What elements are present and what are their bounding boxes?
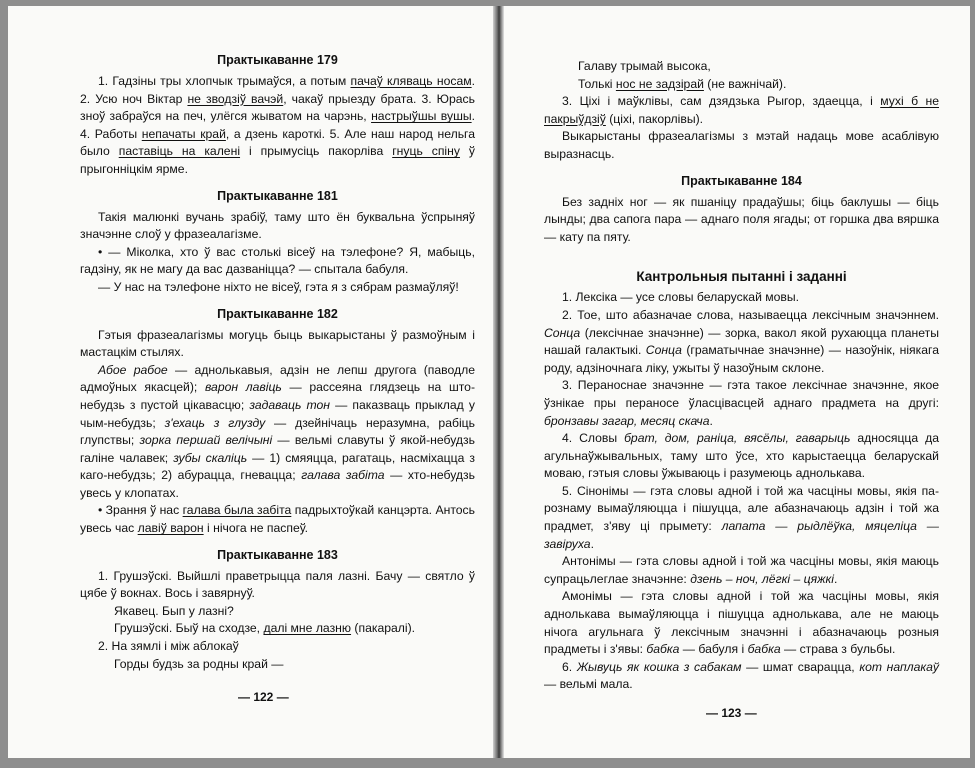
page-number-right: — 123 — xyxy=(706,706,757,720)
text-183-a: 1. Грушэўскі. Выйшлі праветрыцца паля лазні. Бачу — святло ў цябе ў вокнах. Вось і завярнуў. xyxy=(80,568,475,601)
answer-1: 1. Лексіка — усе словы беларускай мовы. xyxy=(562,290,800,305)
text-179: 1. Гадзіны тры хлопчык трымаўся, а потым пачаў кляваць носам. 2. Усю ноч Віктар не зводзіў вачэй, чакаў прыезду брата. 3. Юрась зноў забраўся на печ, улёгся жыватом на чарэнь, настрыўшы вушы. 4. Работы непачаты край, а дзень кароткі. 5. Але наш народ нельга было паставіць на калені і прымусіць пакорліва гнуць спіну ў прыгонніцкім ярме. xyxy=(80,74,476,176)
text-184: Без задніх ног — як пшаніцу прадаўшы; біць баклушы — біць лынды; два сапога пара — аднаго поля ягады; от горшка два вяршка — кату па пяту. xyxy=(544,194,939,244)
heading-179: Практыкаванне 179 xyxy=(217,53,338,67)
answer-3: 3. Пераноснае значэнне — гэта такое лексічнае значэнне, якое ўзнікае пры пераносе ўласцівасцей аднаго прадмета на другі: бронзавы загар, месяц скача. xyxy=(544,378,939,428)
text-181-a: Такія малюнкі вучань зрабіў, таму што ён буквальна ўспрыняў значэнне слоў у фразеалагізме. xyxy=(80,209,475,242)
answer-6: 6. Жывуць як кошка з сабакам — шмат сварацца, кот наплакаў — вельмі мала. xyxy=(544,659,940,692)
left-page xyxy=(8,6,495,758)
page-number-left: — 122 — xyxy=(238,690,289,704)
right-page xyxy=(502,6,970,758)
text-182-a: Гэтыя фразеалагізмы могуць быць выкарыстаны ў размоўным і мастацкім стылях. xyxy=(80,327,475,360)
answer-5: 5. Сінонімы — гэта словы адной і той жа часціны мовы, якія па-рознаму вымаўляюцца і пішуцца, але абазначаюць адзін і той жа прадмет, з'яву ці прымету: лапата — рыдлёўка, мяцеліца — завіруха. xyxy=(544,483,939,551)
heading-control-questions: Кантрольныя пытанні і заданні xyxy=(636,269,847,285)
text-183-e: Горды будзь за родны край — xyxy=(114,656,284,671)
text-181-c: — У нас на тэлефоне ніхто не вісеў, гэта я з сябрам размаўляў! xyxy=(98,279,459,294)
text-183-b: Якавец. Бып у лазні? xyxy=(114,603,234,618)
answer-2: 2. Тое, што абазначае слова, называецца лексічным значэннем. Сонца (лексічнае значэнне) — зорка, вакол якой рухаюцца планеты нашай галактыкі. Сонца (граматычнае значэнне) — назоўнік, ніякага роду, адзіночнага ліку, ужыты ў назоўным склоне. xyxy=(544,307,939,375)
left-page-content xyxy=(80,52,475,673)
poem-line-1: Галаву трымай высока, xyxy=(578,59,711,73)
text-183-d: 2. На зямлі і між аблокаў xyxy=(98,639,239,654)
answer-5-antonyms: Антонімы — гэта словы адной і той жа часціны мовы, якія маюць супрацьлеглае значэнне: дзень – ноч, лёгкі – цяжкі. xyxy=(544,554,939,586)
heading-184: Практыкаванне 184 xyxy=(681,173,802,188)
book-spread xyxy=(8,6,970,758)
text-183-g: Выкарыстаны фразеалагізмы з мэтай надаць мове асаблівую выразнасць. xyxy=(544,129,939,161)
answer-4: 4. Словы брат, дом, раніца, вясёлы, гаварыць адносяцца да агульнаўжывальных, таму што ўсе, хто карыстаецца беларускай моваю, гэтыя словы ўжываюць і разумеюць аднолькава. xyxy=(544,431,939,481)
heading-181: Практыкаванне 181 xyxy=(217,188,338,203)
text-183-c: Грушэўскі. Быў на сходзе, далі мне лазню (пакаралі). xyxy=(114,621,416,636)
heading-182: Практыкаванне 182 xyxy=(217,306,338,321)
text-182-b: Абое рабое — аднолькавыя, адзін не лепш другога (паводле адмоўных якасцей); варон лавіць — рассеяна глядзець на што-небудзь з пустой цікавасцю; задаваць тон — паказваць прыклад у чым-небудзь; з'ехаць з глузду — дзейнічаць неразумна, рабіць глупствы; зорка першай велічыні — вельмі славуты ў якой-небудзь галіне чалавек; зубы скаліць — 1) смяяцца, рагатаць, насміхацца з каго-небудзь; 2) абурацца, гневацца; галава забіта — хто-небудзь увесь у клопатах. xyxy=(80,362,476,500)
text-182-c: • Зрання ў нас галава была забіта падрыхтоўкай канцэрта. Антось увесь час лавіў варон і нічога не паспеў. xyxy=(80,503,475,536)
right-page-content xyxy=(544,58,939,694)
poem-line-2: Толькі нос не задзірай (не важнічай). xyxy=(578,76,787,91)
text-181-b: • — Міколка, хто ў вас столькі вісеў на тэлефоне? Я, мабыць, гадзіну, як не магу да вас дазваніцца? — спытала бабуля. xyxy=(80,244,475,277)
heading-183: Практыкаванне 183 xyxy=(217,547,338,562)
text-183-f: 3. Ціхі і маўклівы, сам дзядзька Рыгор, здаецца, і мухі б не пакрыўдзіў (ціхі, пакорлівы). xyxy=(544,94,939,126)
answer-5-homonyms: Амонімы — гэта словы адной і той жа часціны мовы, якія аднолькава вымаўляюцца і пішуцца аднолькава, але не маюць нічога агульнага ў лексічным значэнні і абазначаюць розныя прадметы і з'явы: бабка — бабуля і бабка — страва з бульбы. xyxy=(544,589,939,657)
